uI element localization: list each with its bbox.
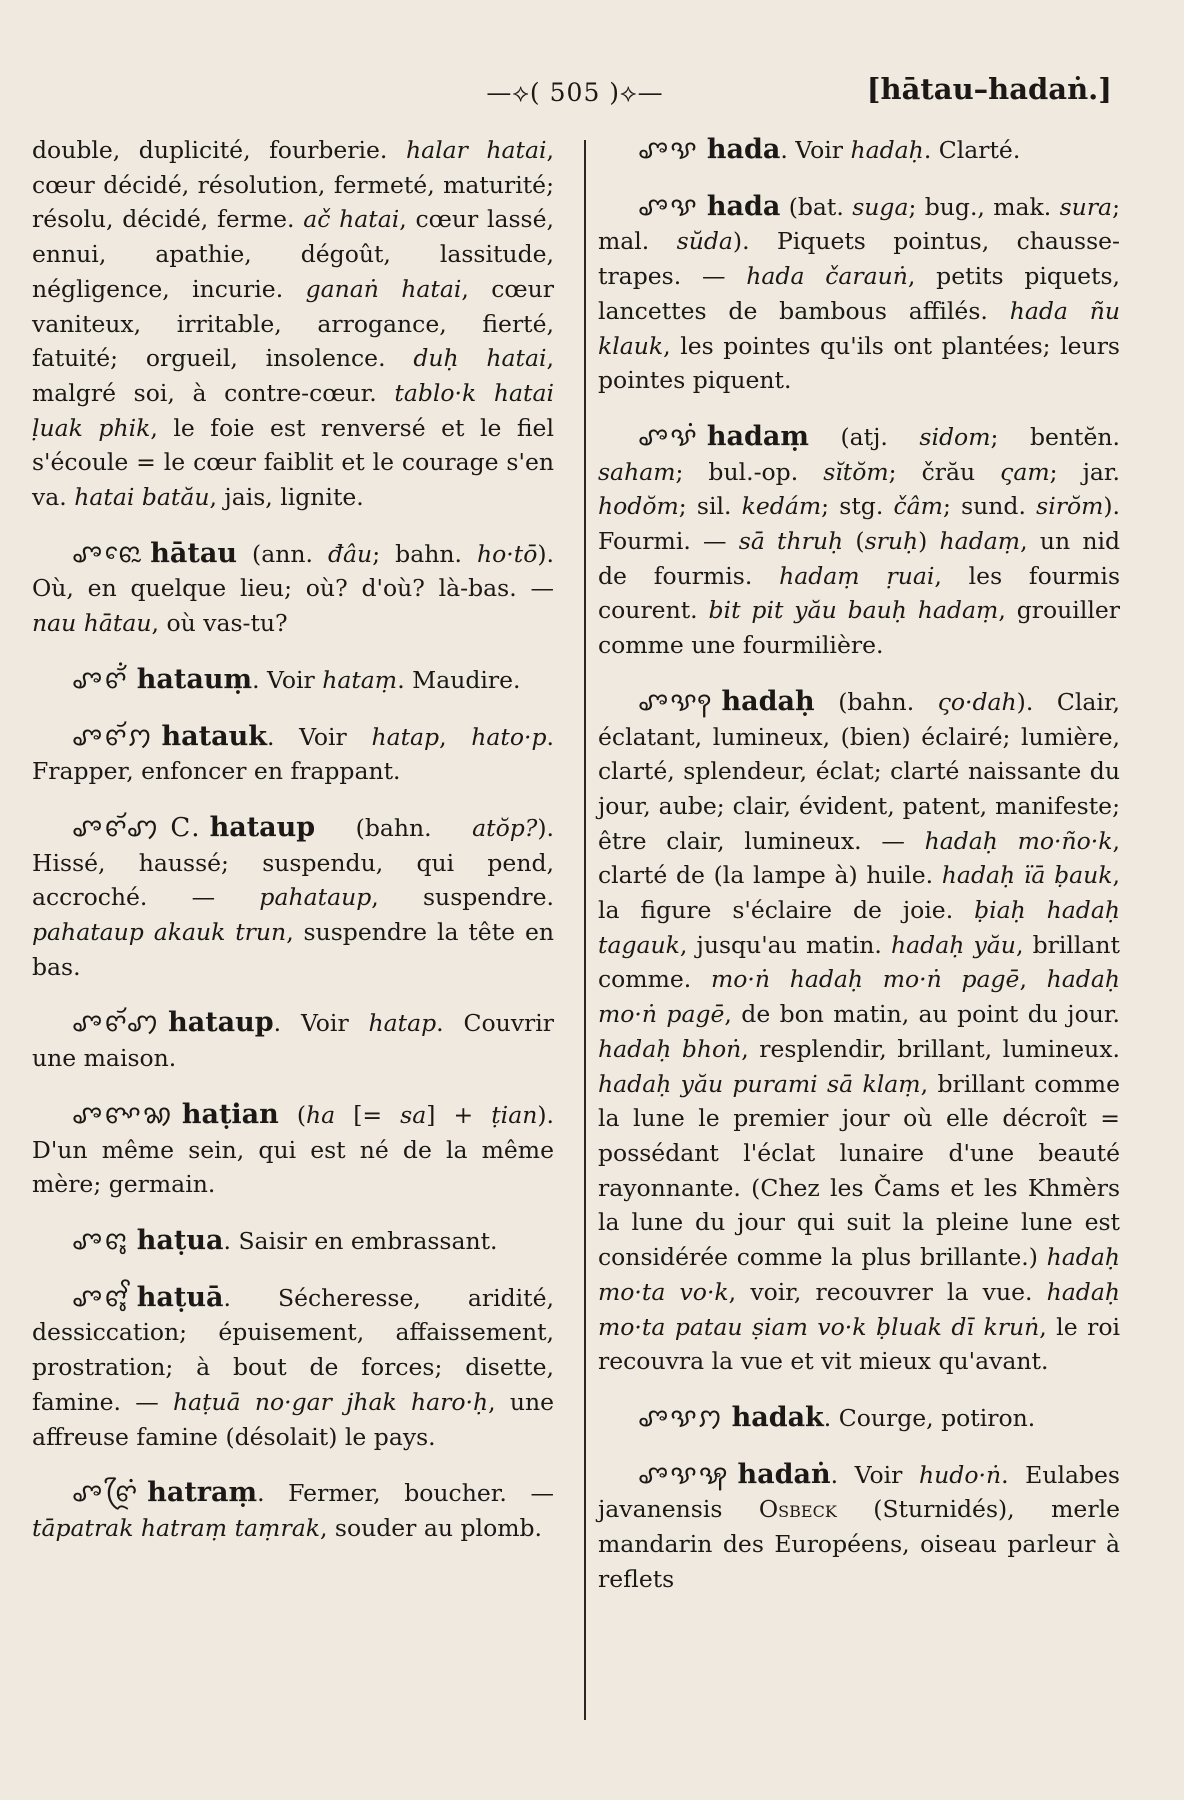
- cham-script-headword: ꨨꨕꩌ: [638, 421, 699, 452]
- definition: . Voir hudo·ṅ. Eulabes javanensis Osbeck (Sturnidés), merle mandarin des Européens, oiseau parleur à reflets: [598, 1460, 1120, 1593]
- cham-script-headword: ꨨꨓꨯꨭ: [72, 538, 143, 569]
- headword: haṭuā: [136, 1281, 224, 1313]
- right-column: [598, 133, 1120, 1618]
- headword: haṭian: [181, 1098, 279, 1130]
- dictionary-entry: [32, 1476, 554, 1545]
- headword: hadaṅ: [737, 1458, 831, 1490]
- dictionary-entry: [32, 1281, 554, 1455]
- definition: . Voir hatap, hato·p. Frapper, enfoncer en frappant.: [32, 722, 554, 786]
- cham-script-headword: ꨨꨕꩀ: [638, 1402, 724, 1433]
- cham-script-headword: ꨨꨓꨮꩇ: [72, 1008, 161, 1039]
- headword: hada: [706, 134, 781, 165]
- cham-script-headword: ꨨꨓꨮꩀ: [72, 721, 154, 752]
- dictionary-entry: [32, 663, 554, 698]
- headword: hatauṃ: [136, 663, 253, 695]
- headword: hadak: [731, 1401, 824, 1433]
- definition: . Sécheresse, aridité, dessiccation; épuisement, affaissement, prostration; à bout de forces; disette, famine. — haṭuā no·gar jhak haro·ḥ, une affreuse famine (désolait) le pays.: [32, 1283, 554, 1451]
- dictionary-entry: [598, 1458, 1120, 1597]
- headword: hātau: [150, 537, 237, 569]
- dictionary-entry: [32, 537, 554, 641]
- headword: haṭua: [136, 1224, 224, 1256]
- cham-script-headword: ꨨꨓꨮꩇ C.: [72, 812, 202, 843]
- headword: hatauk: [161, 720, 267, 752]
- cham-script-headword: ꨨꨓꨴꩌ: [72, 1478, 140, 1509]
- headword: hataup: [209, 811, 316, 843]
- cham-script-headword: ꨨꨓꨳꩆ: [72, 1099, 174, 1130]
- definition: . Saisir en embrassant.: [223, 1226, 498, 1255]
- cham-script-headword: ꨨꨓꨮꩌ: [72, 664, 129, 695]
- dictionary-entry: [598, 685, 1120, 1379]
- dictionary-entry: [598, 1401, 1120, 1436]
- headword: hataup: [168, 1007, 274, 1039]
- page-number: —⟡( 505 )⟡—: [486, 78, 664, 107]
- definition: (ha [= sa] + ṭian). D'un même sein, qui est né de la même mère; germain.: [32, 1100, 554, 1199]
- definition: (ann. đâu; bahn. ho·tō). Où, en quelque lieu; où? d'où? là-bas. — nau hātau, où vas-tu?: [32, 539, 555, 638]
- definition: . Voir hatap. Couvrir une maison.: [32, 1009, 554, 1073]
- dictionary-entry: [32, 1098, 554, 1202]
- definition: . Courge, potiron.: [823, 1403, 1036, 1432]
- dictionary-entry: [32, 1224, 554, 1259]
- headword: hatraṃ: [147, 1477, 258, 1509]
- entry-continuation: [32, 133, 554, 515]
- dictionary-entry: [32, 720, 554, 789]
- dictionary-entry: [32, 811, 554, 985]
- cham-script-headword: ꨨꨕ: [638, 135, 699, 165]
- cham-script-headword: ꨨꨕ: [638, 191, 699, 222]
- definition: (bahn. ςo·dah). Clair, éclatant, lumineux, (bien) éclairé; lumière, clarté, splendeur, éclat; clarté naissante du jour, aube; clair, évident, patent, manifeste; être clair, lumineux. — hadaḥ mo·ño·k, clarté de (la lampe à) huile. hadaḥ ïā ḅauk, la figure s'éclaire de joie. ḅiaḥ hadaḥ tagauk, jusqu'au matin. hadaḥ yău, brillant comme. mo·ṅ hadaḥ mo·ṅ pagē, hadaḥ mo·ṅ pagē, de bon matin, au point du jour. hadaḥ bhoṅ, resplendir, brillant, lumineux. hadaḥ yău purami sā klaṃ, brillant comme la lune le premier jour où elle décroît = possédant l'éclat lunaire d'une beauté rayonnante. (Chez les Čams et les Khmèrs la lune du jour qui suit la pleine lune est considérée comme la plus brillante.) hadaḥ mo·ta vo·k, voir, recouvrer la vue. hadaḥ mo·ta patau ṣiam vo·k ḅluak dī kruṅ, le roi recouvra la vue et vit mieux qu'avant.: [598, 687, 1120, 1376]
- headword: hada: [706, 190, 781, 222]
- dictionary-entry: [32, 1006, 554, 1075]
- definition: (atj. sidom; bentĕn. saham; bul.-op. sĭtŏm; črău ςam; jar. hodŏm; sil. kedám; stg. čâm; sund. sirŏm). Fourmi. — sā thruḥ (sruḥ) hadaṃ, un nid de fourmis. hadaṃ ṛuai, les fourmis courent. bit pit yău bauḥ hadaṃ, grouiller comme une fourmilière.: [598, 422, 1121, 660]
- cham-script-headword: ꨨꨕꩍ: [638, 686, 714, 717]
- definition: . Fermer, boucher. — tāpatrak hatraṃ taṃrak, souder au plomb.: [32, 1479, 554, 1542]
- dictionary-entry: [598, 190, 1120, 398]
- definition: double, duplicité, fourberie. halar hatai, cœur décidé, résolution, fermeté, maturité; résolu, décidé, ferme. ač hatai, cœur lassé, ennui, apathie, dégoût, lassitude, négligence, incurie. ganaṅ hatai, cœur vaniteux, irritable, arrogance, fierté, fatuité; orgueil, insolence. duḥ hatai, malgré soi, à contre-cœur. tablo·k hatai ḷuak phik, le foie est renversé et le fiel s'écoule = le cœur faiblit et le courage s'en va. hatai batău, jais, lignite.: [32, 136, 555, 512]
- definition: . Voir hataṃ. Maudire.: [252, 665, 521, 694]
- definition: (bat. suga; bug., mak. sura; mal. sŭda). Piquets pointus, chausse-trapes. — hada čarauṅ, petits piquets, lancettes de bambous affilés. hada ñu klauk, les pointes qu'ils ont plantées; leurs pointes piquent.: [598, 192, 1121, 395]
- definition: . Voir hadaḥ. Clarté.: [780, 136, 1021, 164]
- definition: (bahn. atŏp?). Hissé, haussé; suspendu, qui pend, accroché. — pahataup, suspendre. pahataup akauk trun, suspendre la tête en bas.: [32, 813, 554, 981]
- left-column: [32, 133, 554, 1568]
- cham-script-headword: ꨨꨓꨶꨩ: [72, 1282, 129, 1313]
- headword: hadaḥ: [721, 685, 815, 717]
- column-divider: [584, 140, 586, 1720]
- headword: hadaṃ: [706, 420, 809, 452]
- cham-script-headword: ꨨꨕꩂ: [638, 1459, 730, 1490]
- dictionary-entry: [598, 133, 1120, 168]
- running-header: [hātau–hadaṅ.]: [866, 72, 1112, 106]
- dictionary-entry: [598, 420, 1120, 663]
- cham-script-headword: ꨨꨓꨶ: [72, 1225, 129, 1256]
